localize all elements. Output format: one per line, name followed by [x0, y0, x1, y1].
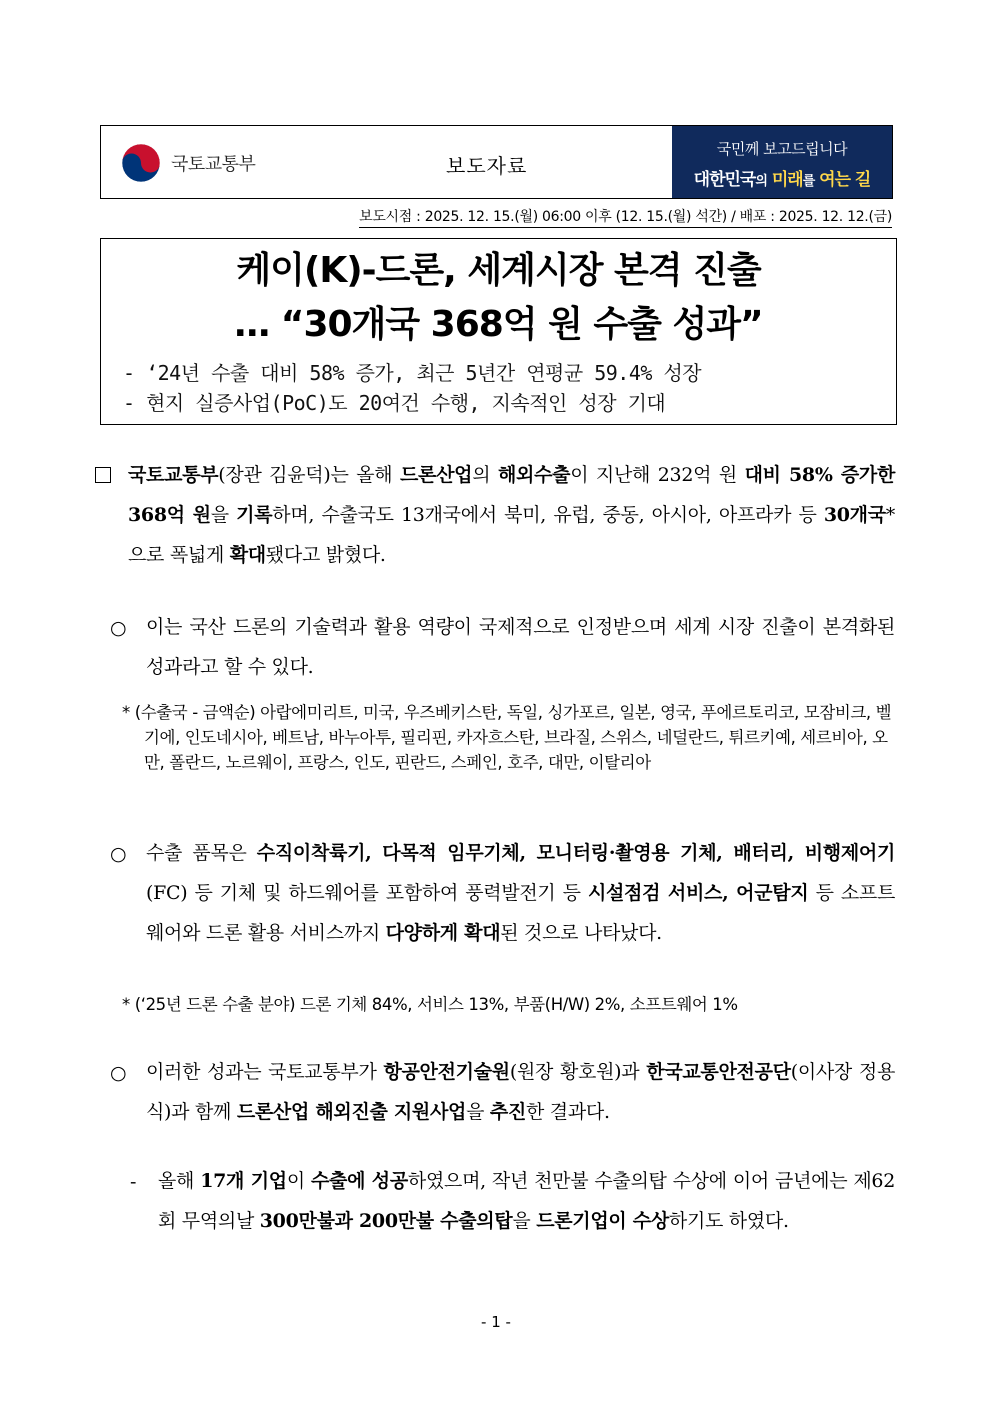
slogan-banner [672, 126, 892, 198]
circle-bullet: ○ [110, 617, 127, 639]
text-bold: 기록 [236, 504, 273, 526]
circle-bullet: ○ [110, 1062, 127, 1084]
ministry-name: 국토교통부 [171, 154, 256, 175]
text-bold: 수출에 성공 [310, 1170, 408, 1192]
banner-line-1: 국민께 보고드립니다 [716, 140, 848, 158]
square-bullet-icon [95, 467, 111, 483]
footnote-export-fields: * (‘25년 드론 수출 분야) 드론 기체 84%, 서비스 13%, 부품(H/W) 2%, 소프트웨어 1% [122, 995, 738, 1014]
text: (이사장 정용식)과 함께 [146, 1061, 896, 1123]
headline-line-2: … “30개국 368억 원 수출 성과” [234, 304, 763, 345]
text: 등 소프트웨어와 드론 활용 서비스까지 [146, 882, 895, 944]
doc-type-label: 보도자료 [446, 154, 528, 178]
paragraph-1 [128, 455, 895, 575]
text-bold: 17개 기업 [200, 1170, 287, 1192]
text: 수출 품목은 [146, 842, 257, 864]
banner-accent-word: 여는 길 [819, 170, 871, 190]
text-bold: 드론기업이 수상 [536, 1210, 669, 1232]
text: 된 것으로 나타났다. [500, 922, 662, 944]
footnote-countries: * (수출국 - 금액순) 아랍에미리트, 미국, 우즈베키스탄, 독일, 싱가포르, 일본, 영국, 푸에르토리코, 모잠비크, 벨기에, 인도네시아, 베트남, 바누아투, 필리핀, 카자흐스탄, 브라질, 스위스, 네덜란드, 튀르키예, 세르비아, 오만, 폴란드, 노르웨이, 프랑스, 인도, 핀란드, 스페인, 호주, 대만, 이탈리아 [122, 703, 892, 772]
text-bold: 시설점검 서비스, 어군탐지 [587, 882, 809, 904]
banner-word: 대한민국 [693, 170, 756, 190]
headline-line-1: 케이(K)-드론, 세계시장 본격 진출 [236, 250, 761, 291]
text: 을 [466, 1101, 490, 1123]
text: 이 [286, 1170, 311, 1192]
text: 올해 [158, 1170, 201, 1192]
text: 하였으며, 작년 천만불 수출의탑 수상에 이어 금년에는 제62회 무역의날 [158, 1170, 895, 1232]
text: (원장 황호원)과 [509, 1061, 647, 1083]
government-logo-icon [121, 143, 161, 183]
banner-accent-word: 미래 [771, 170, 803, 190]
text-bold: 국토교통부 [128, 464, 219, 486]
banner-word: 를 [802, 174, 815, 189]
text: 이러한 성과는 국토교통부가 [146, 1061, 384, 1083]
text-bold: 드론산업 해외진출 지원사업 [236, 1101, 467, 1123]
text-bold: 수직이착륙기, 다목적 임무기체, 모니터링·촬영용 기체, 배터리, 비행제어기 [256, 842, 895, 864]
circle-bullet: ○ [110, 843, 127, 865]
text-bold: 항공안전기술원 [383, 1061, 510, 1083]
header-box [100, 125, 893, 199]
text-bold: 300만불과 200만불 수출의탑 [259, 1210, 513, 1232]
release-info: 보도시점 : 2025. 12. 15.(월) 06:00 이후 (12. 15.(월) 석간) / 배포 : 2025. 12. 12.(금) [359, 206, 892, 228]
text: 을 [210, 504, 237, 526]
paragraph-5 [158, 1161, 895, 1241]
text: 하기도 하였다. [668, 1210, 789, 1232]
text: *으로 폭넓게 [128, 504, 895, 566]
text: (장관 김윤덕)는 올해 [218, 464, 400, 486]
banner-word: 의 [755, 174, 767, 189]
text: 한 결과다. [526, 1101, 610, 1123]
text: 을 [512, 1210, 537, 1232]
dash-bullet: - [130, 1171, 137, 1193]
text-bold: 다양하게 확대 [385, 922, 501, 944]
text-bold: 대비 58% 증가한 368억 원 [128, 464, 896, 526]
text-bold: 30개국 [823, 504, 886, 526]
text: 의 [472, 464, 498, 486]
banner-line-2 [672, 165, 892, 190]
text: 이 지난해 232억 원 [570, 464, 745, 486]
paragraph-4 [146, 1052, 895, 1132]
text: (FC) 등 기체 및 하드웨어를 포함하여 풍력발전기 등 [146, 882, 588, 904]
text-bold: 확대 [229, 544, 266, 566]
text-bold: 한국교통안전공단 [646, 1061, 791, 1083]
text-bold: 해외수출 [497, 464, 571, 486]
subheadline-2: - 현지 실증사업(PoC)도 20여건 수행, 지속적인 성장 기대 [123, 391, 666, 415]
subheadline-1: - ‘24년 수출 대비 58% 증가, 최근 5년간 연평균 59.4% 성장 [123, 361, 702, 385]
page-number: - 1 - [481, 1313, 511, 1331]
text-bold: 추진 [489, 1101, 526, 1123]
paragraph-2: 이는 국산 드론의 기술력과 활용 역량이 국제적으로 인정받으며 세계 시장 진출이 본격화된 성과라고 할 수 있다. [146, 616, 895, 678]
text: 됐다고 밝혔다. [265, 544, 386, 566]
paragraph-3 [146, 833, 895, 953]
text: 하며, 수출국도 13개국에서 북미, 유럽, 중동, 아시아, 아프라카 등 [272, 504, 824, 526]
text-bold: 드론산업 [400, 464, 473, 486]
title-box [100, 238, 897, 425]
